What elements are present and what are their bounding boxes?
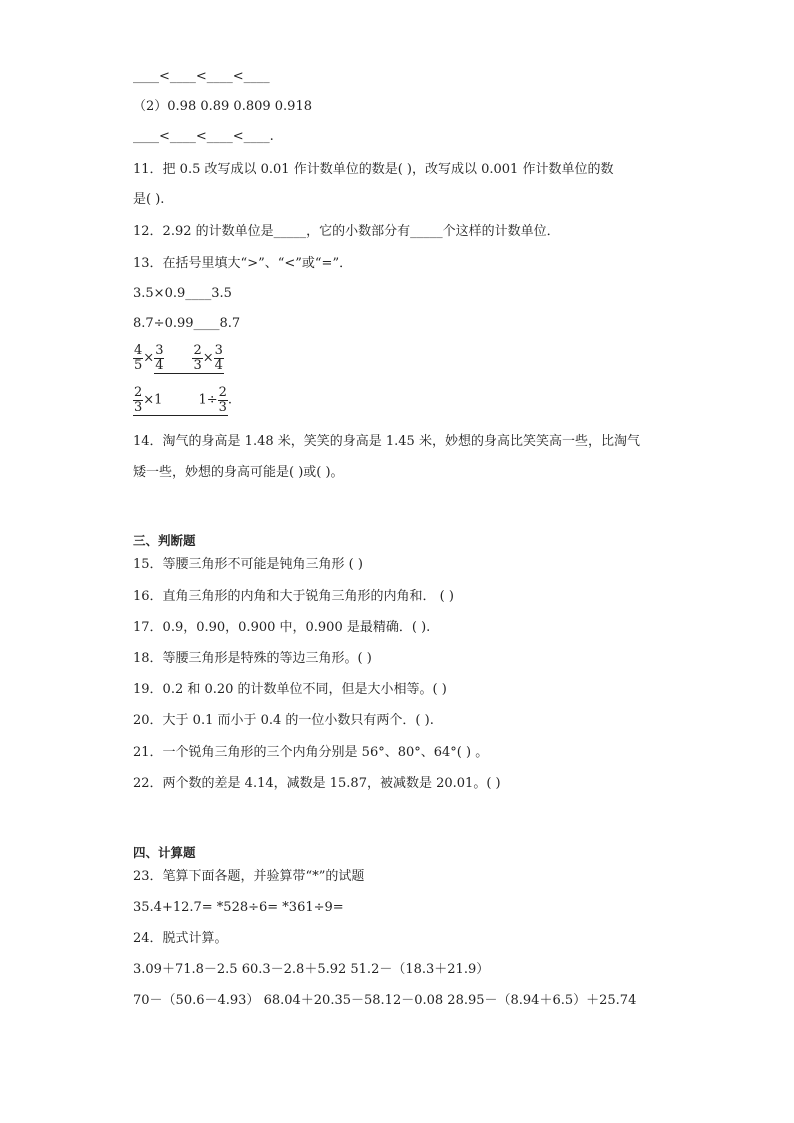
q13-title: 13．在括号里填大“>”、“<”或“=”．: [133, 256, 353, 271]
q19: 19．0.2 和 0.20 的计数单位不同，但是大小相等。( ): [133, 682, 447, 697]
q17: 17．0.9，0.90，0.900 中，0.900 是最精确．( ).: [133, 620, 431, 635]
q14-line2: 矮一些，妙想的身高可能是( )或( )。: [133, 465, 344, 480]
q10-row1: ____<____<____<____: [133, 69, 270, 84]
fraction: $\frac{3}{4}$: [214, 343, 223, 373]
q14-line1: 14．淘气的身高是 1.48 米，笑笑的身高是 1.45 米，妙想的身高比笑笑高一些，比淘气: [133, 434, 640, 449]
q10-part2: （2）0.98 0.89 0.809 0.918: [133, 99, 312, 114]
q16: 16．直角三角形的内角和大于锐角三角形的内角和． ( ): [133, 589, 454, 604]
q24-row2: 70－（50.6－4.93） 68.04＋20.35－58.12－0.08 28.95－（8.94＋6.5）＋25.74: [133, 993, 637, 1008]
fraction: $\frac{4}{5}$: [134, 343, 143, 373]
q13-fraction-row1: $\frac{4}{5}$ × $\frac{3}{4}$ $\frac{2}{3}$ × $\frac{3}{4}$: [134, 343, 223, 373]
section-calculation-title: 四、计算题: [133, 845, 196, 860]
q24-row1: 3.09＋71.8－2.5 60.3－2.8＋5.92 51.2－（18.3＋21.9）: [133, 962, 490, 977]
fraction: $\frac{2}{3}$: [218, 385, 227, 415]
q13-expr2: 8.7÷0.99____8.7: [133, 316, 241, 331]
section-true-false-title: 三、判断题: [133, 533, 196, 548]
q11-line2: 是( ).: [133, 192, 165, 207]
q20: 20．大于 0.1 而小于 0.4 的一位小数只有两个．( ).: [133, 713, 434, 728]
q13-fraction-row2: $\frac{2}{3}$ ×1 1÷ $\frac{2}{3}$ .: [134, 385, 233, 415]
q11-line1: 11．把 0.5 改写成以 0.01 作计数单位的数是( )，改写成以 0.001 作计数单位的数: [133, 162, 614, 177]
q23-expressions: 35.4+12.7= *528÷6= *361÷9=: [133, 900, 344, 915]
fraction: $\frac{2}{3}$: [134, 385, 143, 415]
q12: 12．2.92 的计数单位是_____，它的小数部分有_____个这样的计数单位．: [133, 224, 560, 239]
q13-expr1: 3.5×0.9____3.5: [133, 286, 232, 301]
q18: 18．等腰三角形是特殊的等边三角形。( ): [133, 651, 372, 666]
q24: 24．脱式计算。: [133, 931, 228, 946]
q23: 23．笔算下面各题，并验算带“*”的试题: [133, 869, 365, 884]
q15: 15．等腰三角形不可能是钝角三角形 ( ): [133, 557, 363, 572]
fraction: $\frac{2}{3}$: [193, 343, 202, 373]
fraction: $\frac{3}{4}$: [155, 343, 164, 373]
q21: 21．一个锐角三角形的三个内角分别是 56°、80°、64°( ) 。: [133, 745, 489, 760]
q22: 22．两个数的差是 4.14，减数是 15.87，被减数是 20.01。( ): [133, 776, 501, 791]
q10-row2: ____<____<____<____.: [133, 129, 274, 144]
